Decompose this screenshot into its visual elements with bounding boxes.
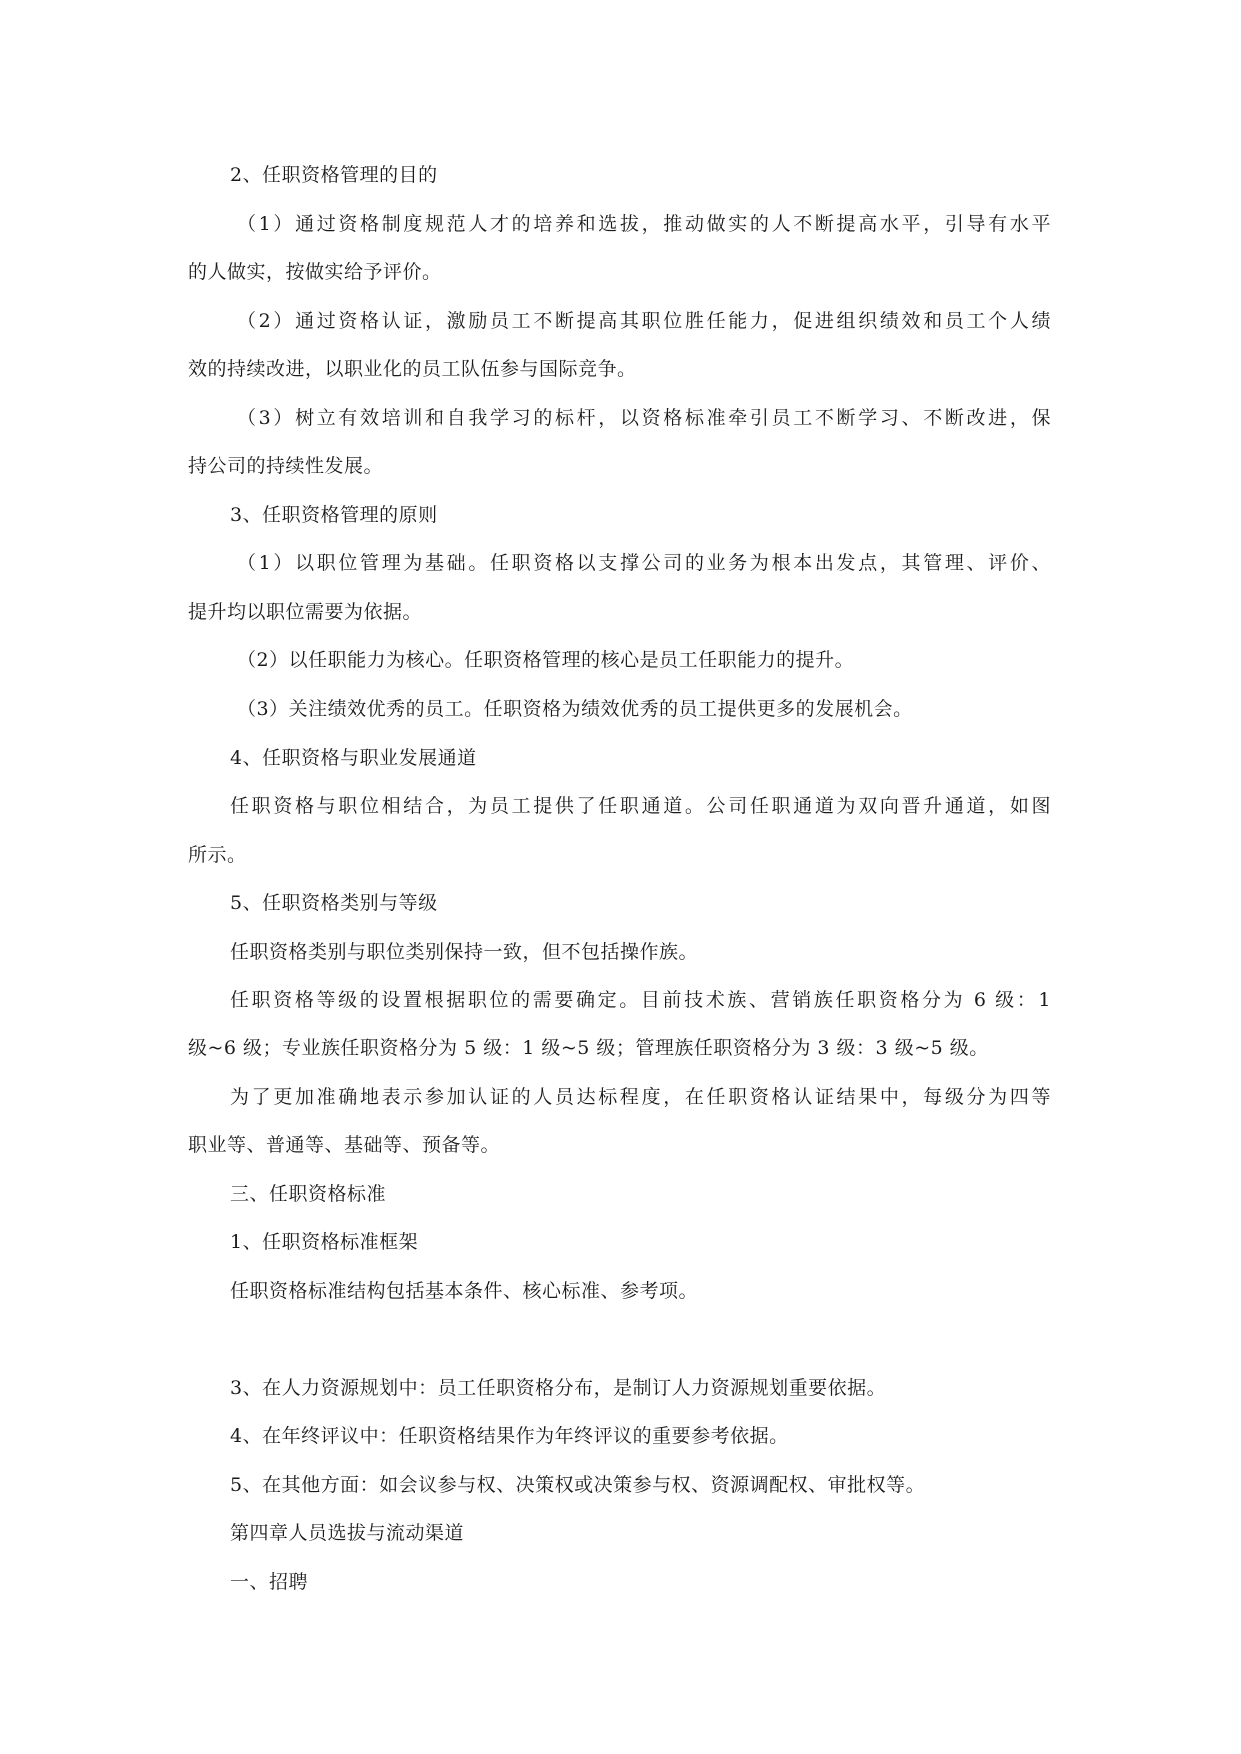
heading-purpose: 2、任职资格管理的目的 (230, 164, 438, 186)
paragraph-line: 任职资格等级的设置根据职位的需要确定。目前技术族、营销族任职资格分为 6 级：1 (230, 989, 1051, 1011)
paragraph-line: 任职资格类别与职位类别保持一致，但不包括操作族。 (230, 941, 699, 963)
heading-career-path: 4、任职资格与职业发展通道 (230, 747, 477, 769)
paragraph-line: 所示。 (188, 844, 247, 866)
paragraph-line: 任职资格标准结构包括基本条件、核心标准、参考项。 (230, 1280, 699, 1302)
heading-section-three: 三、任职资格标准 (230, 1183, 387, 1205)
paragraph-line: 职业等、普通等、基础等、预备等。 (188, 1134, 501, 1156)
paragraph-line: 4、在年终评议中：任职资格结果作为年终评议的重要参考依据。 (230, 1425, 789, 1447)
paragraph-line: （1）以职位管理为基础。任职资格以支撑公司的业务为根本出发点，其管理、评价、 (237, 552, 1051, 574)
heading-framework: 1、任职资格标准框架 (230, 1231, 419, 1253)
paragraph-line: （2）以任职能力为核心。任职资格管理的核心是员工任职能力的提升。 (237, 649, 855, 671)
paragraph-line: 级~6 级；专业族任职资格分为 5 级：1 级~5 级；管理族任职资格分为 3 级：3 级~5 级。 (188, 1037, 989, 1059)
paragraph-line: 持公司的持续性发展。 (188, 455, 384, 477)
paragraph-line: （3）树立有效培训和自我学习的标杆，以资格标准牵引员工不断学习、不断改进，保 (237, 407, 1051, 429)
paragraph-line: （3）关注绩效优秀的员工。任职资格为绩效优秀的员工提供更多的发展机会。 (237, 698, 913, 720)
paragraph-line: 3、在人力资源规划中：员工任职资格分布，是制订人力资源规划重要依据。 (230, 1377, 887, 1399)
paragraph-line: （2）通过资格认证，激励员工不断提高其职位胜任能力，促进组织绩效和员工个人绩 (237, 310, 1051, 332)
section-heading-recruitment: 一、招聘 (230, 1571, 309, 1593)
heading-principles: 3、任职资格管理的原则 (230, 504, 438, 526)
paragraph-line: 提升均以职位需要为依据。 (188, 601, 423, 623)
heading-categories: 5、任职资格类别与等级 (230, 892, 438, 914)
paragraph-line: 的人做实，按做实给予评价。 (188, 261, 442, 283)
paragraph-line: 为了更加准确地表示参加认证的人员达标程度，在任职资格认证结果中，每级分为四等 (230, 1086, 1051, 1108)
chapter-heading: 第四章人员选拔与流动渠道 (230, 1522, 465, 1544)
paragraph-line: 5、在其他方面：如会议参与权、决策权或决策参与权、资源调配权、审批权等。 (230, 1474, 926, 1496)
paragraph-line: 任职资格与职位相结合，为员工提供了任职通道。公司任职通道为双向晋升通道，如图 (230, 795, 1051, 817)
paragraph-line: 效的持续改进，以职业化的员工队伍参与国际竞争。 (188, 358, 637, 380)
paragraph-line: （1）通过资格制度规范人才的培养和选拔，推动做实的人不断提高水平，引导有水平 (237, 213, 1051, 235)
